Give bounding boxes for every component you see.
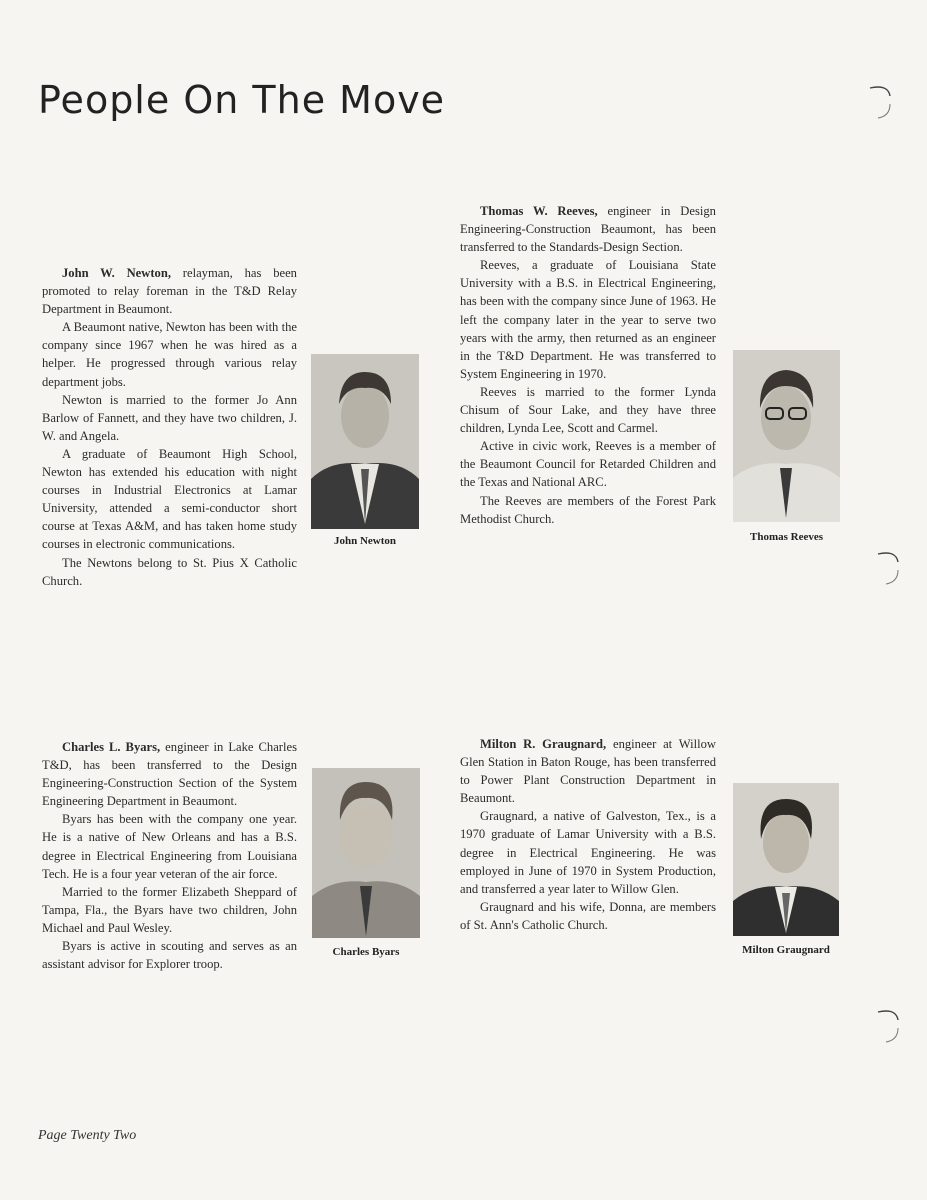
profile-paragraph: The Newtons belong to St. Pius X Catholic Church. [42, 555, 297, 588]
profile-paragraph: A Beaumont native, Newton has been with the company since 1967 when he was hired as a helper. He progressed through various relay department jobs. [42, 320, 297, 389]
profile-graugnard-text [460, 735, 716, 934]
profile-paragraph: Graugnard and his wife, Donna, are members of St. Ann's Catholic Church. [460, 899, 716, 932]
binder-hole-bottom [876, 1006, 902, 1046]
portrait-caption: Charles Byars [332, 946, 400, 958]
page-title: People On The Move [38, 78, 446, 122]
portrait-caption: Milton Graugnard [742, 944, 830, 956]
portrait-photo-byars [312, 768, 420, 938]
profile-name: Charles L. Byars, [62, 740, 161, 754]
profile-paragraph: relayman, has been promoted to relay foreman in the T&D Relay Department in Beaumont. [42, 266, 297, 317]
portrait-caption: Thomas Reeves [749, 531, 824, 543]
portrait-caption: John Newton [333, 535, 397, 547]
profile-paragraph: Reeves, a graduate of Louisiana State University with a B.S. in Electrical Engineering, has been with the company since June of 1963. He left the company later in the year to serve two years with the army, then returned as an engineer in the T&D Department. He was transferred to System Engineering in 1970. [460, 258, 716, 381]
portrait-photo-reeves [733, 350, 840, 522]
profile-paragraph: Newton is married to the former Jo Ann Barlow of Fannett, and they have two children, J. W. and Angela. [42, 392, 297, 443]
profile-byars-text [42, 738, 297, 973]
profile-paragraph: engineer in Lake Charles T&D, has been transferred to the Design Engineering-Construction Section of the System Engineering Department in Beaumont. [42, 740, 297, 809]
page-footer: Page Twenty Two [38, 1128, 137, 1143]
profile-paragraph: engineer in Design Engineering-Construction Beaumont, has been transferred to the Standards-Design Section. [460, 204, 716, 255]
portrait-photo-newton [311, 354, 419, 529]
profile-paragraph: Married to the former Elizabeth Sheppard of Tampa, Fla., the Byars have two children, John Michael and Paul Wesley. [42, 884, 297, 935]
profile-paragraph: engineer at Willow Glen Station in Baton Rouge, has been transferred to Power Plant Construction Department in Beaumont. [460, 737, 716, 806]
profile-paragraph: Byars is active in scouting and serves as an assistant advisor for Explorer troop. [42, 939, 297, 972]
profile-paragraph: Graugnard, a native of Galveston, Tex., is a 1970 graduate of Lamar University with a B.S. degree in Electrical Engineering. He was employed in June of 1970 in System Production, and transferred a year later to Willow Glen. [460, 809, 716, 896]
profile-name: John W. Newton, [62, 266, 171, 280]
profile-reeves-text [460, 202, 716, 528]
profile-name: Thomas W. Reeves, [480, 204, 598, 218]
profile-paragraph: Reeves is married to the former Lynda Chisum of Sour Lake, and they have three children, Lynda Lee, Scott and Carmel. [460, 384, 716, 436]
profile-paragraph: Active in civic work, Reeves is a member of the Beaumont Council for Retarded Children and the Texas and National ARC. [460, 439, 716, 490]
profile-paragraph: A graduate of Beaumont High School, Newton has extended his education with night courses in Industrial Electronics at Lamar University, attended a semi-conductor short course at Texas A&M, and has taken home study courses in electronic communications. [42, 446, 297, 552]
profile-name: Milton R. Graugnard, [480, 737, 607, 751]
profile-paragraph: The Reeves are members of the Forest Park Methodist Church. [460, 493, 716, 526]
binder-hole-top [868, 82, 894, 122]
portrait-photo-graugnard [733, 783, 839, 936]
binder-hole-middle [876, 548, 902, 588]
profile-newton-text [42, 264, 297, 590]
profile-paragraph: Byars has been with the company one year. He is a native of New Orleans and has a B.S. degree in Electrical Engineering from Louisiana Tech. He is a four year veteran of the air force. [42, 812, 297, 881]
